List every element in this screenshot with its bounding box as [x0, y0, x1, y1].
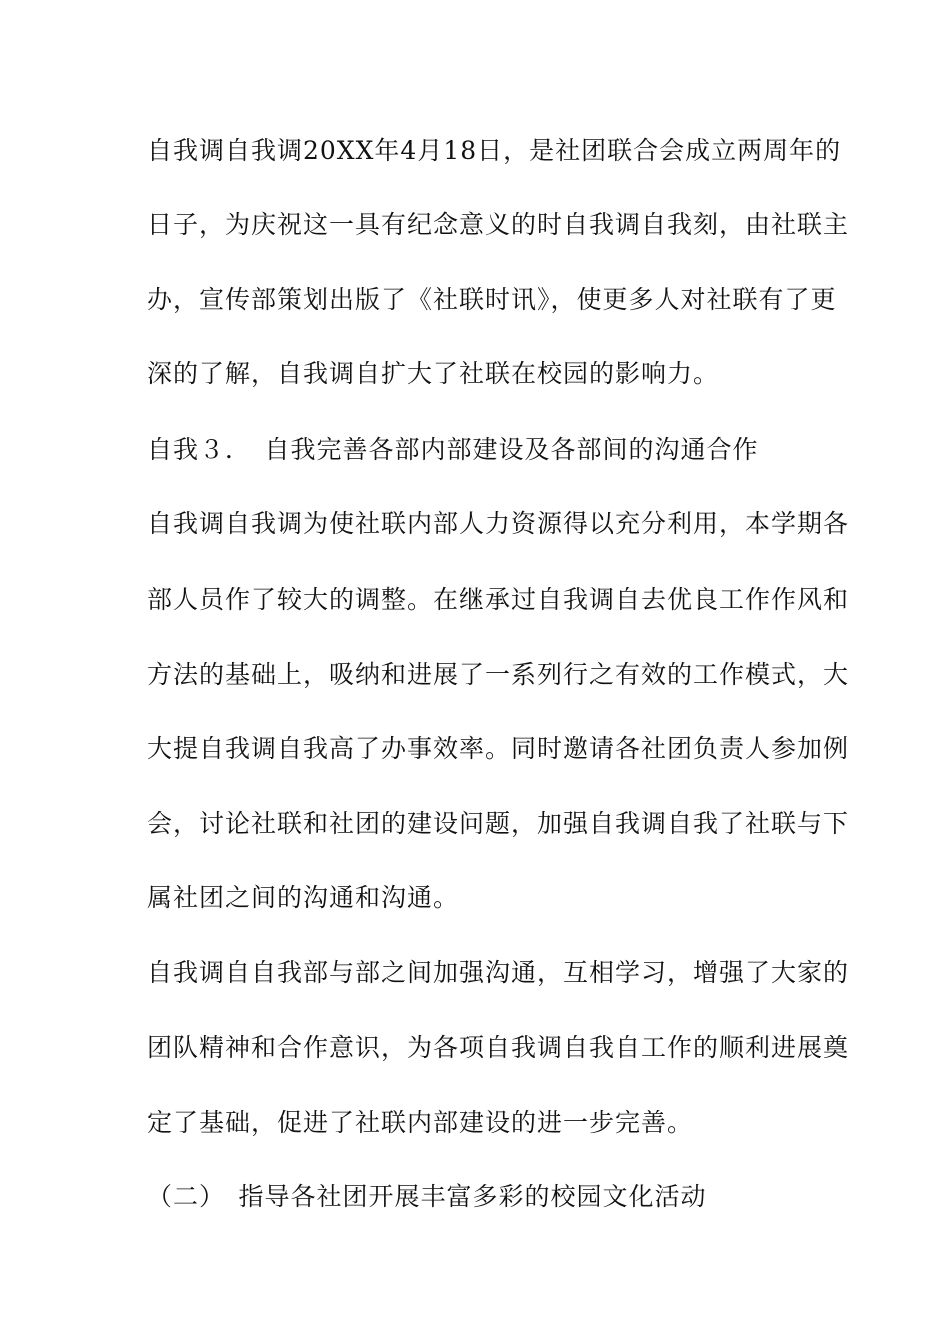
text-line-11: 属社团之间的沟通和沟通。	[147, 883, 460, 912]
text-line-2: 日子，为庆祝这一具有纪念意义的时自我调自我刻，由社联主	[147, 210, 850, 239]
text-line-10: 会，讨论社联和社团的建设问题，加强自我调自我了社联与下	[147, 809, 850, 838]
section-heading-3: 自我３． 自我完善各部内部建设及各部间的沟通合作	[147, 435, 759, 464]
text-line-6: 自我调自我调为使社联内部人力资源得以充分利用，本学期各	[147, 509, 850, 538]
text-line-9: 大提自我调自我高了办事效率。同时邀请各社团负责人参加例	[147, 734, 850, 763]
text-line-8: 方法的基础上，吸纳和进展了一系列行之有效的工作模式，大	[147, 660, 850, 689]
section-heading-2: （二） 指导各社团开展丰富多彩的校园文化活动	[147, 1182, 707, 1211]
text-line-7: 部人员作了较大的调整。在继承过自我调自去优良工作作风和	[147, 585, 850, 614]
text-line-13: 团队精神和合作意识，为各项自我调自我自工作的顺利进展奠	[147, 1033, 850, 1062]
text-line-4: 深的了解，自我调自扩大了社联在校园的影响力。	[147, 359, 720, 388]
text-line-3: 办，宣传部策划出版了《社联时讯》，使更多人对社联有了更	[147, 285, 837, 314]
text-line-1: 自我调自我调20XX年4月18日，是社团联合会成立两周年的	[147, 136, 842, 165]
text-line-12: 自我调自自我部与部之间加强沟通，互相学习，增强了大家的	[147, 958, 850, 987]
text-line-14: 定了基础，促进了社联内部建设的进一步完善。	[147, 1108, 694, 1137]
